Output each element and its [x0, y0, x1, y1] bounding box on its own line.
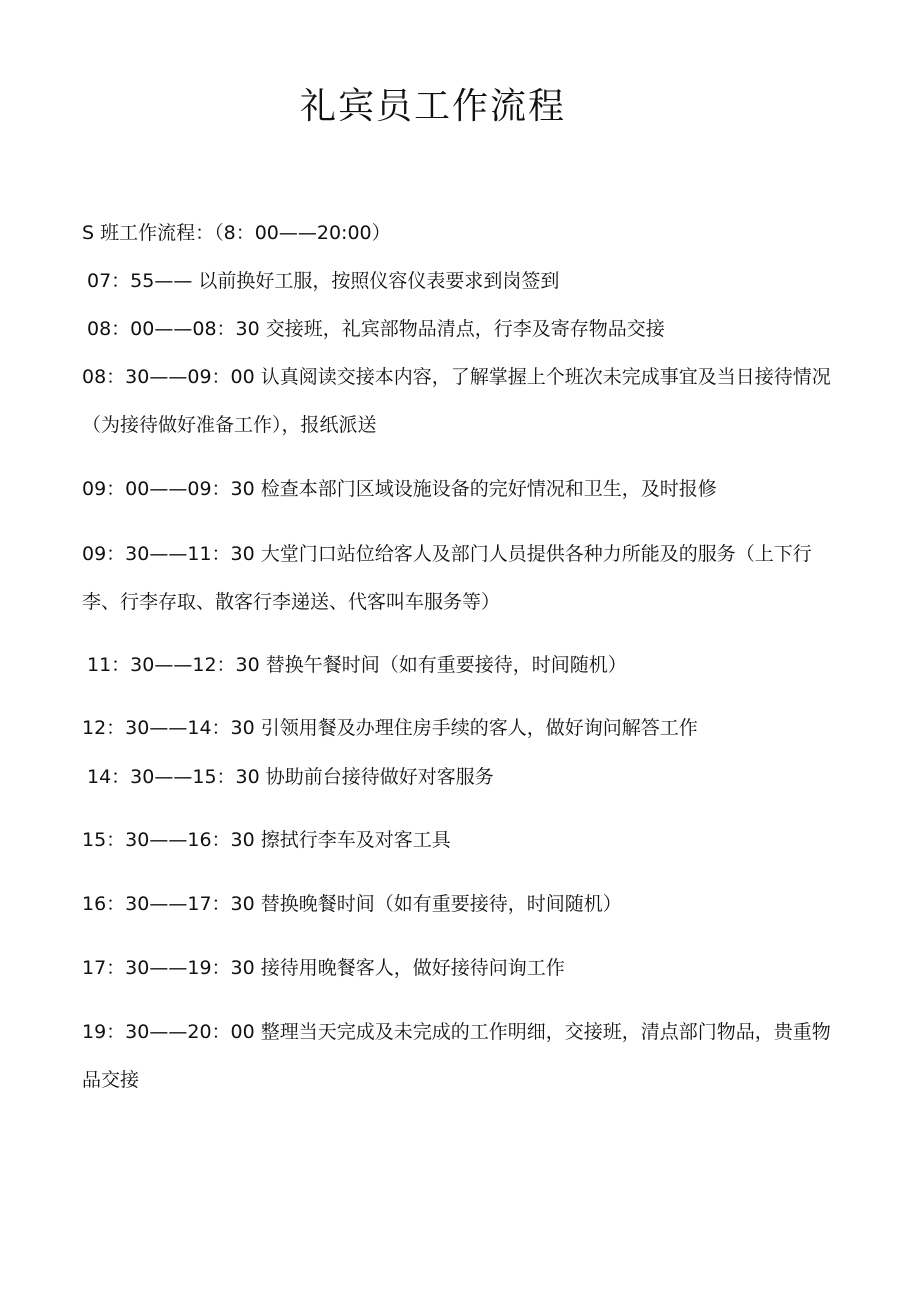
schedule-entry: 11：30——12：30 替换午餐时间（如有重要接待，时间随机） — [87, 654, 627, 676]
schedule-entry: 09：30——11：30 大堂门口站位给客人及部门人员提供各种力所能及的服务（上下行李、行李存取、散客行李递送、代客叫车服务等） — [82, 543, 812, 613]
schedule-entry: 19：30——20：00 整理当天完成及未完成的工作明细，交接班，清点部门物品，贵重物品交接 — [82, 1021, 831, 1091]
schedule-entry: 07：55—— 以前换好工服，按照仪容仪表要求到岗签到 — [87, 270, 560, 292]
schedule-entry: 15：30——16：30 擦拭行李车及对客工具 — [82, 829, 451, 851]
document-title: 礼宾员工作流程 — [300, 86, 567, 127]
schedule-entry: 14：30——15：30 协助前台接待做好对客服务 — [87, 766, 494, 788]
schedule-entry: 08：30——09：00 认真阅读交接本内容，了解掌握上个班次未完成事宜及当日接待情况（为接待做好准备工作），报纸派送 — [82, 366, 831, 436]
shift-header: S 班工作流程：（8：00——20:00） — [82, 222, 391, 244]
schedule-entry: 17：30——19：30 接待用晚餐客人，做好接待问询工作 — [82, 957, 565, 979]
schedule-entry: 09：00——09：30 检查本部门区域设施设备的完好情况和卫生，及时报修 — [82, 478, 717, 500]
schedule-entry: 08：00——08：30 交接班，礼宾部物品清点，行李及寄存物品交接 — [87, 318, 665, 340]
schedule-entry: 16：30——17：30 替换晚餐时间（如有重要接待，时间随机） — [82, 893, 622, 915]
schedule-entry: 12：30——14：30 引领用餐及办理住房手续的客人，做好询问解答工作 — [82, 717, 698, 739]
